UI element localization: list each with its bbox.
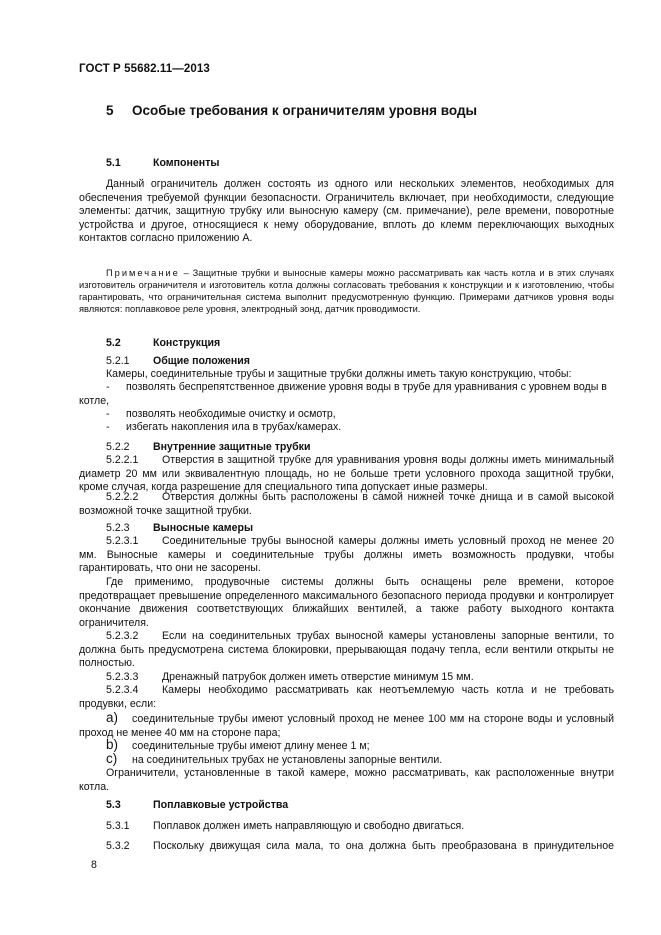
section-title: Конструкция: [153, 337, 221, 349]
list-letter: b): [106, 737, 119, 752]
note-text: – Защитные трубки и выносные камеры можно рассматривать как часть котла и в этих случаях изготовитель ограничителя и изготовитель котла должны согласовать требования к конструкции и к изготовлению, чтобы гарантировать, что ограничительная система выполнит предусмотренную функцию. Примерами датчиков уровня воды являются: поплавковое реле уровня, электродный зонд, датчик проводимости.: [79, 268, 614, 314]
section-5-2-3-1-paragraph: [79, 535, 614, 576]
clause-text: Отверстия в защитной трубке для уравнивания уровня воды должны иметь минимальный диаметр 20 мм или эквивалентную площадь, но не больше трети условного прохода защитной трубки, кроме случая, когда разрешение для специального типа допускает иные размеры.: [79, 454, 614, 494]
clause-number: 5.2.2.1: [106, 454, 139, 466]
list-item: [79, 711, 614, 740]
section-5-2-1-heading: [106, 355, 250, 367]
section-5-1-heading: [106, 157, 219, 169]
section-5-2-2-1-paragraph: [79, 454, 614, 495]
list-item-text: соединительные трубы имеют длину менее 1 м;: [132, 740, 370, 752]
document-header: ГОСТ Р 55682.11—2013: [79, 63, 210, 75]
list-item-text: позволять необходимые очистку и осмотр,: [126, 408, 336, 420]
note-label: Примечание: [106, 268, 180, 278]
section-5-heading: [106, 103, 477, 118]
clause-number: 5.3.2: [106, 840, 130, 852]
section-number: 5.2: [106, 337, 121, 349]
section-5-3-1-paragraph: [106, 820, 614, 832]
list-item: [79, 752, 614, 768]
section-title: Поплавковые устройства: [153, 799, 289, 811]
section-number: 5.3: [106, 799, 121, 811]
dash-marker: -: [106, 408, 110, 420]
clause-text: Отверстия должны быть расположены в самой нижней точке днища и в самой высокой возможной точке защитной трубки.: [79, 491, 614, 517]
section-title: Выносные камеры: [153, 522, 254, 534]
clause-number: 5.2.3.2: [106, 630, 139, 642]
section-title: Внутренние защитные трубки: [153, 441, 311, 453]
list-item-text: соединительные трубы имеют условный проход не менее 100 мм на стороне воды и условный проход не менее 40 мм на стороне пара;: [79, 713, 614, 739]
section-5-2-heading: [106, 337, 220, 349]
clause-number: 5.2.3.1: [106, 535, 139, 547]
section-number: 5: [106, 103, 114, 118]
section-5-2-2-heading: [106, 441, 310, 453]
list-item-text: избегать накопления ила в трубах/камерах.: [126, 421, 342, 433]
page-number: 8: [91, 859, 97, 871]
clause-text: Соединительные трубы выносной камеры должны иметь условный проход не менее 20 мм. Выносные камеры и соединительные трубы должны иметь возможность продувки, чтобы гарантировать, что они не засорены.: [79, 535, 614, 575]
section-number: 5.2.2: [106, 441, 130, 453]
section-5-1-paragraph: Данный ограничитель должен состоять из одного или нескольких элементов, необходимых для обеспечения требуемой функции безопасности. Ограничитель включает, при необходимости, следующие элементы: датчик, защитную трубку или выносную камеру (см. примечание), реле времени, поворотные устройства и другое, относящиеся к нему оборудование, вплоть до клемм переключающих выходных контактов согласно приложению А.: [79, 178, 614, 245]
section-title: Особые требования к ограничителям уровня воды: [132, 103, 478, 118]
section-5-2-3-1-paragraph-2: Где применимо, продувочные системы должны быть оснащены реле времени, которое предотвращает превышение определенного максимального безопасного периода продувки и контролирует окончание движения соответствующих ближайших вентилей, а также работу выходного контакта ограничителя.: [79, 576, 614, 629]
section-5-2-3-4-paragraph-2: Ограничители, установленные в такой камере, можно рассматривать, как расположенные внутри котла.: [79, 767, 614, 793]
clause-number: 5.2.3.4: [106, 684, 139, 696]
section-5-2-1-paragraph: Камеры, соединительные трубы и защитные трубки должны иметь такую конструкцию, чтобы:: [106, 368, 572, 380]
clause-text: Если на соединительных трубах выносной камеры установлены запорные вентили, то должна быть предусмотрена система блокировки, прерывающая подачу тепла, если вентили открыты не полностью.: [79, 630, 614, 670]
note-paragraph: [79, 267, 614, 315]
list-item: [79, 381, 614, 408]
section-5-2-2-2-paragraph: [79, 491, 614, 518]
section-5-2-3-4-paragraph: [79, 684, 614, 711]
section-5-3-heading: [106, 799, 288, 811]
dash-marker: -: [106, 381, 110, 393]
list-letter: c): [106, 751, 118, 766]
dash-marker: -: [106, 421, 110, 433]
section-5-2-3-3-paragraph: [79, 671, 614, 685]
section-number: 5.1: [106, 157, 121, 169]
section-number: 5.2.1: [106, 355, 130, 367]
clause-text: Поплавок должен иметь направляющую и свободно двигаться.: [153, 820, 465, 832]
section-5-2-3-heading: [106, 522, 253, 534]
list-item: [79, 421, 614, 435]
section-title: Компоненты: [153, 157, 220, 169]
clause-number: 5.2.2.2: [106, 491, 139, 503]
clause-number: 5.3.1: [106, 820, 130, 832]
clause-text: Поскольку движущая сила мала, то она должна быть преобразована в принудительное: [153, 840, 614, 852]
clause-text: Дренажный патрубок должен иметь отверстие минимум 15 мм.: [162, 671, 474, 683]
list-item: [79, 408, 614, 422]
section-5-2-3-2-paragraph: [79, 630, 614, 671]
section-5-3-2-paragraph: [106, 840, 614, 852]
list-letter: a): [106, 710, 119, 725]
clause-text: Камеры необходимо рассматривать как неотъемлемую часть котла и не требовать продувки, если:: [79, 684, 614, 710]
list-item-text: позволять беспрепятственное движение уровня воды в трубе для уравнивания с уровнем воды в котле,: [79, 381, 607, 407]
section-number: 5.2.3: [106, 522, 130, 534]
clause-number: 5.2.3.3: [106, 671, 139, 683]
section-title: Общие положения: [153, 355, 250, 367]
list-item-text: на соединительных трубах не установлены запорные вентили.: [132, 754, 443, 766]
